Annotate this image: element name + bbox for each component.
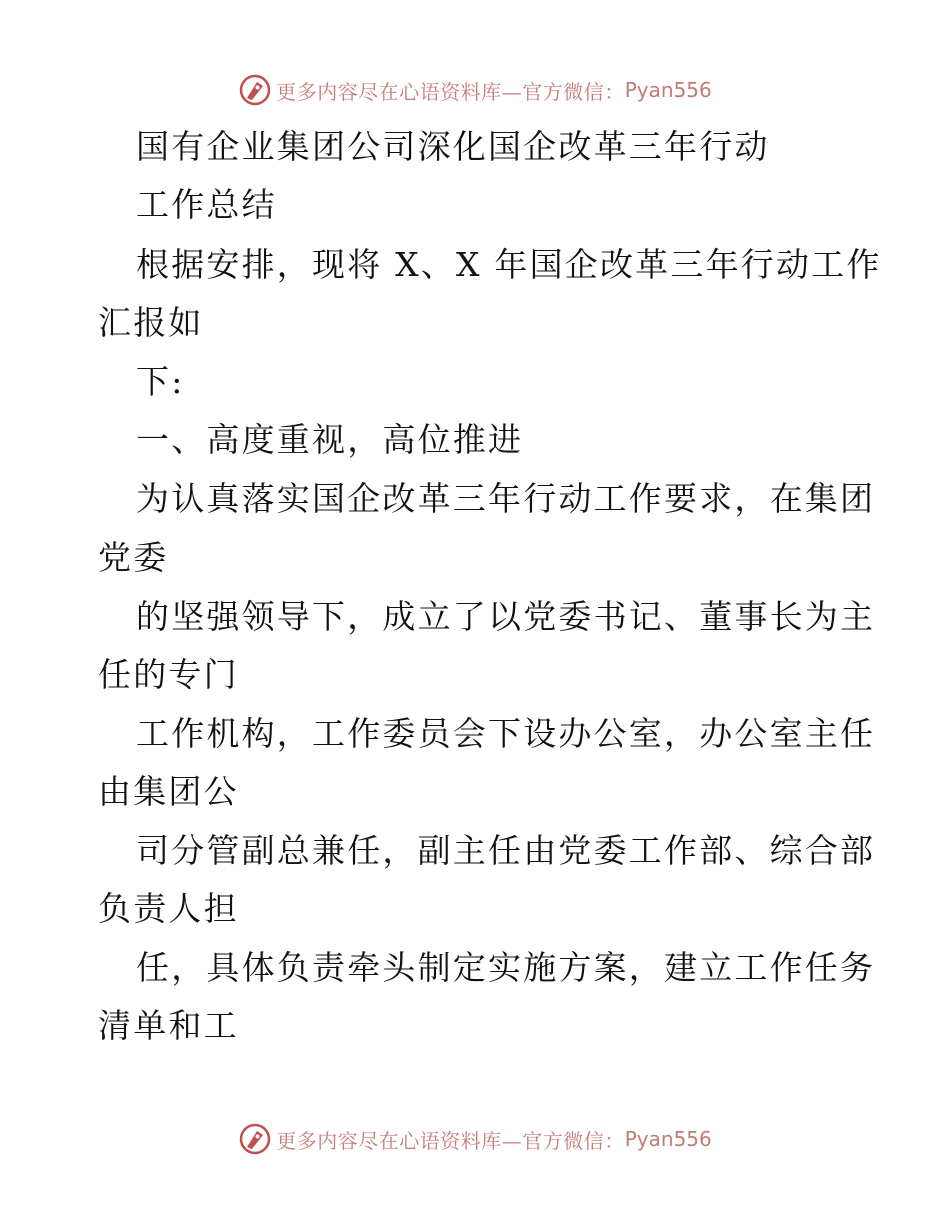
paragraph-line: 任，具体负责牵头制定实施方案，建立工作任务 (136, 948, 876, 987)
paragraph-line: 党委 (98, 538, 169, 577)
section-heading: 一、高度重视，高位推进 (136, 420, 524, 459)
paragraph-line: 工作机构，工作委员会下设办公室，办公室主任 (136, 714, 876, 753)
paragraph-line: 下: (136, 362, 185, 401)
document-title-line-2: 工作总结 (136, 185, 277, 224)
pen-nib-logo-icon (238, 1122, 272, 1156)
paragraph-line: 清单和工 (98, 1006, 239, 1045)
footer-watermark (0, 1119, 950, 1159)
watermark-wechat-id: Pyan556 (624, 78, 712, 102)
paragraph-line: 任的专门 (98, 655, 239, 694)
watermark-text: 更多内容尽在心语资料库—官方微信： (276, 1128, 625, 1153)
paragraph-line: 汇报如 (98, 303, 204, 342)
paragraph-line: 司分管副总兼任，副主任由党委工作部、综合部 (136, 831, 876, 870)
paragraph-line: 负责人担 (98, 889, 239, 928)
paragraph-line: 为认真落实国企改革三年行动工作要求，在集团 (136, 479, 876, 518)
paragraph-line: 由集团公 (98, 772, 239, 811)
paragraph-line: 根据安排，现将 X、X 年国企改革三年行动工作 (136, 245, 882, 284)
watermark-text: 更多内容尽在心语资料库—官方微信： (276, 79, 625, 104)
paragraph-line: 的坚强领导下，成立了以党委书记、董事长为主 (136, 597, 876, 636)
watermark-wechat-id: Pyan556 (624, 1127, 712, 1151)
document-title-line-1: 国有企业集团公司深化国企改革三年行动 (136, 127, 770, 166)
